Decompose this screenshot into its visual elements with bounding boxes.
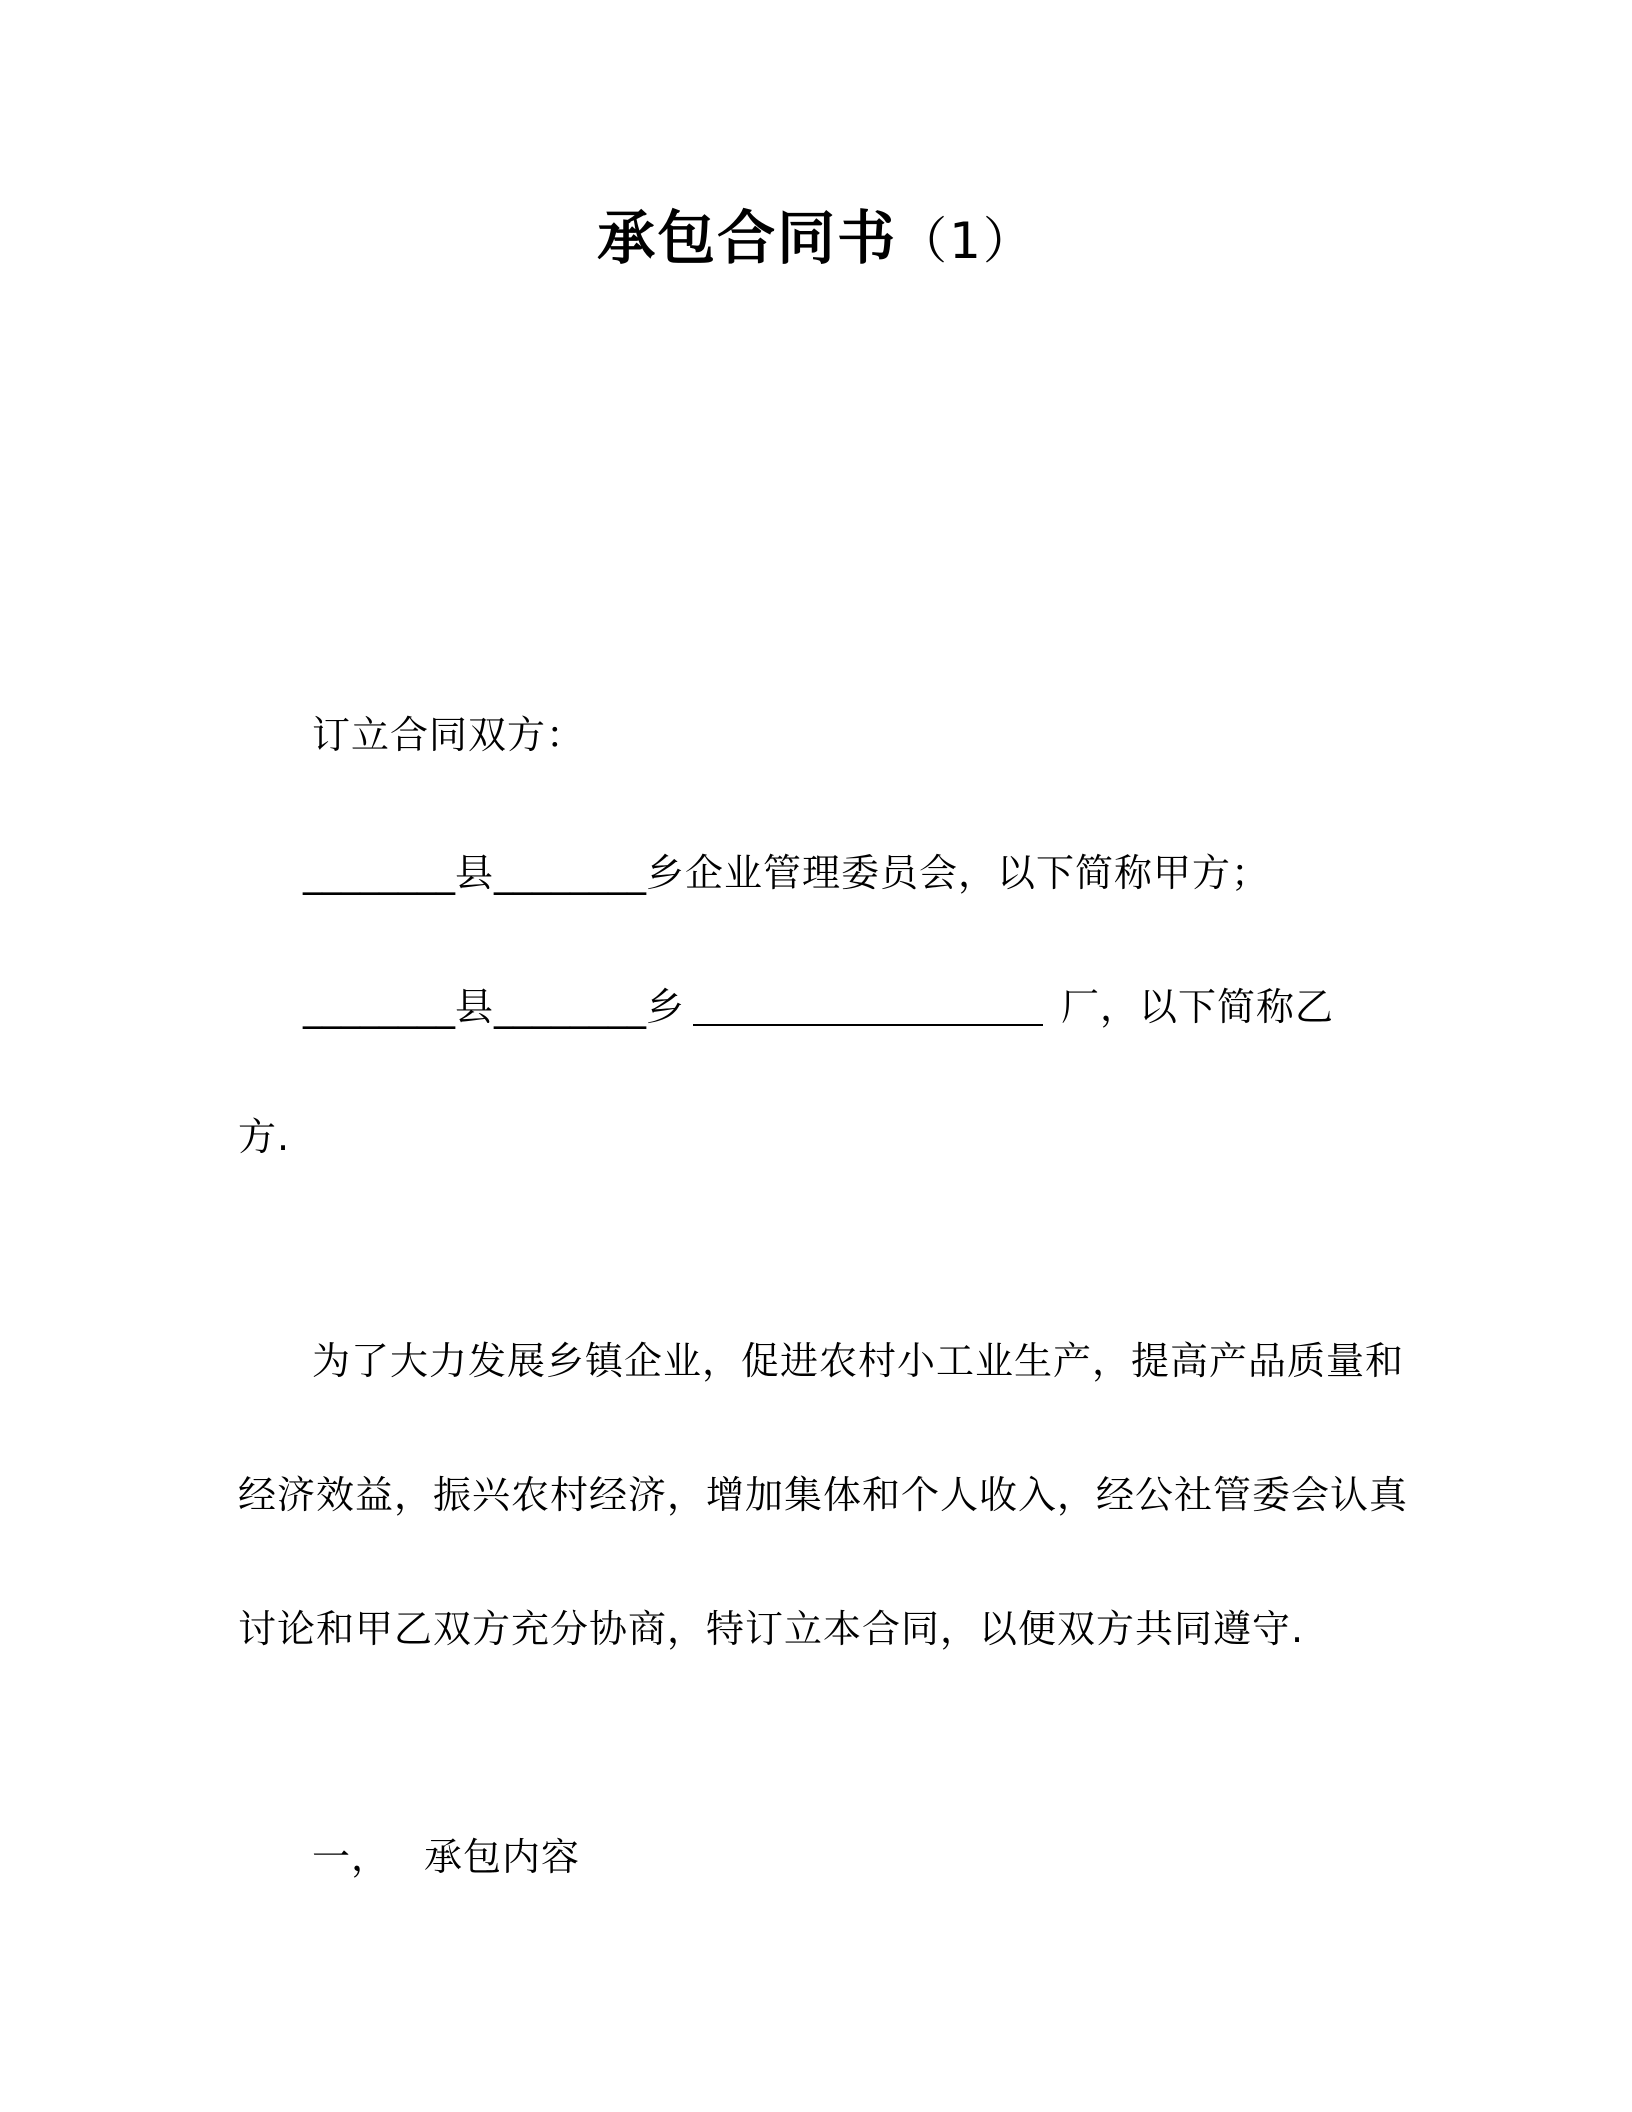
parties-heading: 订立合同双方： — [312, 713, 586, 757]
title-text: 承包合同书 — [597, 204, 898, 272]
party-a-line — [303, 848, 1270, 898]
party-b-continuation: 方. — [238, 1115, 291, 1159]
party-a-county-label: 县 — [455, 851, 495, 895]
party-b-township-label: 乡 — [646, 985, 686, 1029]
party-b-suffix: 厂，以下简称乙 — [1061, 985, 1335, 1029]
party-a-blank-county: ________ — [303, 851, 455, 895]
section-1-heading — [312, 1832, 580, 1882]
purpose-line-3: 讨论和甲乙双方充分协商，特订立本合同，以便双方共同遵守. — [238, 1607, 1305, 1651]
party-b-blank-township: ________ — [494, 985, 647, 1029]
title-number: （1） — [897, 212, 1035, 270]
party-a-suffix: 乡企业管理委员会，以下简称甲方； — [646, 851, 1271, 895]
party-b-county-label: 县 — [455, 985, 495, 1029]
party-a-blank-township: ________ — [494, 851, 647, 895]
purpose-line-1: 为了大力发展乡镇企业，促进农村小工业生产，提高产品质量和 — [312, 1339, 1405, 1383]
section-1-number: 一， — [312, 1835, 391, 1879]
purpose-line-2: 经济效益，振兴农村经济，增加集体和个人收入，经公社管委会认真 — [238, 1473, 1409, 1517]
section-1-title: 承包内容 — [424, 1835, 581, 1879]
document-title — [0, 198, 1632, 281]
party-b-line — [303, 982, 1334, 1032]
party-b-factory-blank — [693, 984, 1043, 1026]
party-b-blank-county: ________ — [303, 985, 455, 1029]
